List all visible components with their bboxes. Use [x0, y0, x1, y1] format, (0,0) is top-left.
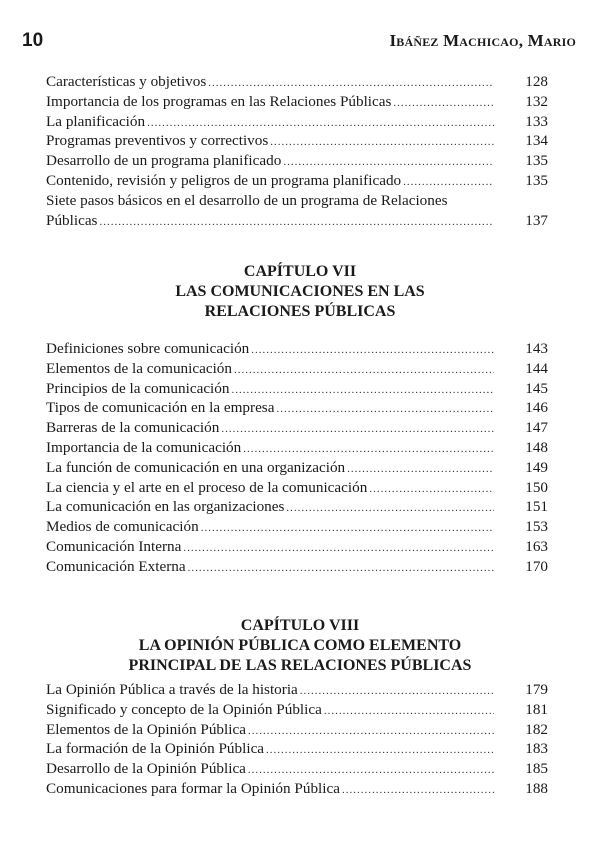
toc-entry — [46, 92, 548, 112]
entry-page: 163 — [525, 537, 548, 555]
entry-title: La función de comunicación en una organización — [46, 458, 346, 476]
entry-title-cont: Públicas — [46, 211, 98, 229]
entry-page: 137 — [525, 211, 548, 229]
dot-leader — [276, 400, 494, 420]
entry-title: La Opinión Pública a través de la historia — [46, 681, 298, 698]
entry-title: Características y objetivos — [46, 73, 207, 90]
toc-entry — [46, 72, 548, 92]
chapter-title-line2: PRINCIPAL DE LAS RELACIONES PÚBLICAS — [128, 657, 472, 674]
dot-leader — [286, 499, 494, 519]
entry-title: Tipos de comunicación en la empresa — [46, 399, 275, 417]
entry-page: 149 — [525, 458, 548, 476]
dot-leader — [248, 722, 494, 742]
toc-entry — [46, 497, 548, 517]
dot-leader — [251, 341, 494, 361]
toc-entry-wrapped — [46, 191, 548, 231]
running-header-author: Ibáñez Machicao, Mario — [389, 31, 576, 50]
toc-entry — [46, 700, 548, 720]
toc-entry — [46, 359, 548, 379]
entry-title: Programas preventivos y correctivos — [46, 132, 269, 150]
entry-title: Elementos de la Opinión Pública — [46, 720, 246, 738]
entry-title: Definiciones sobre comunicación — [46, 340, 250, 357]
entry-title: Comunicaciones para formar la Opinión Pública — [46, 779, 340, 797]
entry-page: 145 — [525, 379, 548, 397]
entry-page: 135 — [525, 152, 548, 170]
entry-page: 146 — [525, 399, 548, 417]
dot-leader — [201, 519, 494, 539]
entry-title: La ciencia y el arte en el proceso de la comunicación — [46, 478, 368, 496]
toc-entry — [46, 151, 548, 171]
entry-title: Elementos de la comunicación — [46, 359, 232, 377]
toc-entry — [46, 398, 548, 418]
dot-leader — [342, 781, 494, 801]
entry-page: 128 — [525, 73, 548, 90]
toc-section-top — [46, 72, 548, 191]
chapter-number: CAPÍTULO VII — [243, 263, 357, 280]
toc-entry — [46, 680, 548, 700]
toc-entry — [46, 557, 548, 577]
toc-entry — [46, 517, 548, 537]
dot-leader — [300, 682, 494, 702]
toc-entry — [46, 131, 548, 151]
chapter-number: CAPÍTULO VIII — [240, 617, 360, 634]
entry-page: 188 — [525, 779, 548, 797]
entry-page: 185 — [525, 760, 548, 778]
toc-entry — [46, 720, 548, 740]
entry-page: 132 — [525, 92, 548, 110]
entry-page: 181 — [525, 700, 548, 718]
dot-leader — [393, 94, 494, 114]
entry-page: 179 — [525, 681, 548, 698]
toc-entry — [46, 339, 548, 359]
dot-leader — [234, 361, 494, 381]
entry-page: 133 — [525, 112, 548, 130]
entry-title-line1 — [46, 191, 548, 211]
entry-title: Significado y concepto de la Opinión Pública — [46, 700, 322, 718]
chapter-title-line2: RELACIONES PÚBLICAS — [204, 303, 396, 320]
dot-leader — [99, 213, 494, 233]
entry-title: Contenido, revisión y peligros de un programa planificado — [46, 171, 402, 189]
chapter-title-line1: LAS COMUNICACIONES EN LAS — [175, 283, 425, 300]
toc-entry — [46, 458, 548, 478]
toc-entry — [46, 379, 548, 399]
chapter-7-entries — [46, 339, 548, 577]
entry-page: 153 — [525, 518, 548, 536]
entry-title: Siete pasos básicos en el desarrollo de un programa de Relaciones — [46, 192, 448, 209]
chapter-title-line1: LA OPINIÓN PÚBLICA COMO ELEMENTO — [138, 637, 462, 654]
entry-page: 135 — [525, 171, 548, 189]
entry-title: Desarrollo de la Opinión Pública — [46, 760, 246, 778]
dot-leader — [221, 420, 494, 440]
entry-title: Barreras de la comunicación — [46, 419, 220, 437]
entry-page: 151 — [525, 498, 548, 516]
dot-leader — [369, 480, 494, 500]
toc-entry — [46, 537, 548, 557]
toc-entry — [46, 418, 548, 438]
entry-page: 183 — [525, 740, 548, 758]
dot-leader — [270, 133, 494, 153]
toc-entry — [46, 171, 548, 191]
entry-title: Comunicación Interna — [46, 537, 182, 555]
toc-entry — [46, 112, 548, 132]
entry-line2 — [46, 211, 548, 231]
entry-title: Medios de comunicación — [46, 518, 199, 536]
toc-entry — [46, 759, 548, 779]
toc-entry — [46, 739, 548, 759]
entry-title: La formación de la Opinión Pública — [46, 740, 265, 758]
dot-leader — [183, 539, 494, 559]
chapter-8-heading — [0, 616, 600, 676]
entry-page: 144 — [525, 359, 548, 377]
dot-leader — [188, 559, 494, 579]
entry-page: 134 — [525, 132, 548, 150]
entry-title: Importancia de la comunicación — [46, 438, 242, 456]
entry-page: 182 — [525, 720, 548, 738]
entry-title: Comunicación Externa — [46, 557, 186, 575]
entry-title: Importancia de los programas en las Relaciones Públicas — [46, 92, 392, 110]
entry-title: La comunicación en las organizaciones — [46, 498, 285, 516]
dot-leader — [266, 741, 494, 761]
dot-leader — [347, 460, 494, 480]
entry-page: 147 — [525, 419, 548, 437]
chapter-7-heading — [0, 262, 600, 322]
entry-title: Principios de la comunicación — [46, 379, 230, 397]
entry-page: 143 — [525, 340, 548, 357]
entry-page: 148 — [525, 438, 548, 456]
entry-title: La planificación — [46, 112, 146, 130]
entry-page: 150 — [525, 478, 548, 496]
toc-entry — [46, 779, 548, 799]
page-number: 10 — [22, 30, 44, 51]
chapter-8-entries — [46, 680, 548, 799]
dot-leader — [403, 173, 494, 193]
toc-entry — [46, 478, 548, 498]
entry-title: Desarrollo de un programa planificado — [46, 152, 282, 170]
dot-leader — [324, 702, 494, 722]
entry-page: 170 — [525, 557, 548, 575]
toc-entry — [46, 438, 548, 458]
